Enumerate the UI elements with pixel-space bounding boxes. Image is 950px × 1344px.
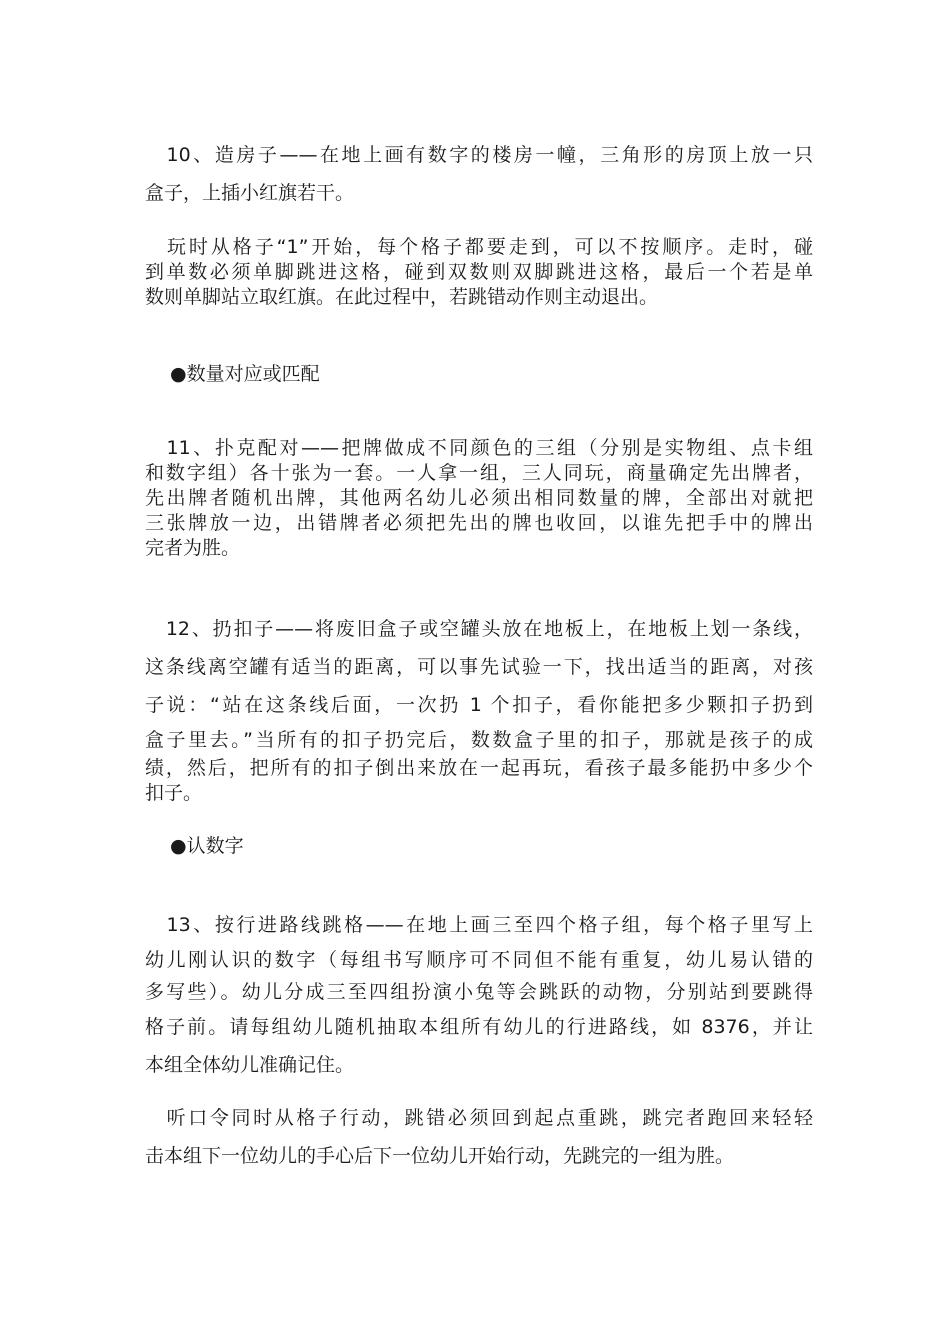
text-line: 10、造房子——在地上画有数字的楼房一幢，三角形的房顶上放一只 [145,144,813,166]
text-line: 听口令同时从格子行动，跳错必须回到起点重跳，跳完者跑回来轻轻 [145,1107,813,1129]
text-line: 绩，然后，把所有的扣子倒出来放在一起再玩，看孩子最多能扔中多少个 [145,757,813,779]
text-line: 完者为胜。 [145,537,241,559]
text-line: 幼儿刚认识的数字（每组书写顺序可不同但不能有重复，幼儿易认错的 [145,949,813,971]
paragraph-10 [145,136,813,212]
text-line: 盒子里去。”当所有的扣子扔完后，数数盒子里的扣子，那就是孩子的成 [145,729,813,751]
text-line: 多写些）。幼儿分成三至四组扮演小兔等会跳跃的动物，分别站到要跳得 [145,981,813,1003]
text-line: 先出牌者随机出牌，其他两名幼儿必须出相同数量的牌，全部出对就把 [145,487,813,509]
paragraph-10-rules [145,235,813,310]
section-heading-recognize-numbers: ●认数字 [170,835,244,857]
text-line: 子说：“站在这条线后面，一次扔 1 个扣子，看你能把多少颗扣子扔到 [145,694,813,716]
text-line: 数则单脚站立取红旗。在此过程中，若跳错动作则主动退出。 [145,286,659,308]
text-line: 到单数必须单脚跳进这格，碰到双数则双脚跳进这格，最后一个若是单 [145,261,813,283]
text-line: 格子前。请每组幼儿随机抽取本组所有幼儿的行进路线，如 8376，并让 [145,1016,813,1038]
paragraph-11 [145,436,813,561]
paragraph-13 [145,906,813,1084]
text-line: 11、扑克配对——把牌做成不同颜色的三组（分别是实物组、点卡组 [145,437,813,459]
text-line: 玩时从格子“1”开始，每个格子都要走到，可以不按顺序。走时，碰 [145,236,813,258]
paragraph-12 [145,610,813,806]
paragraph-13-rules [145,1099,813,1175]
text-line: 13、按行进路线跳格——在地上画三至四个格子组，每个格子里写上 [145,914,813,936]
text-line: 12、扔扣子——将废旧盒子或空罐头放在地板上，在地板上划一条线， [145,618,813,640]
text-line: 盒子，上插小红旗若干。 [145,182,355,204]
text-line: 击本组下一位幼儿的手心后下一位幼儿开始行动，先跳完的一组为胜。 [145,1145,735,1167]
text-line: 本组全体幼儿准确记住。 [145,1054,355,1076]
text-line: 和数字组）各十张为一套。一人拿一组，三人同玩，商量确定先出牌者， [145,462,813,484]
text-line: 扣子。 [145,782,203,804]
text-line: 三张牌放一边，出错牌者必须把先出的牌也收回，以谁先把手中的牌出 [145,512,813,534]
section-heading-quantity-matching: ●数量对应或匹配 [170,363,320,385]
text-line: 这条线离空罐有适当的距离，可以事先试验一下，找出适当的距离，对孩 [145,656,813,678]
